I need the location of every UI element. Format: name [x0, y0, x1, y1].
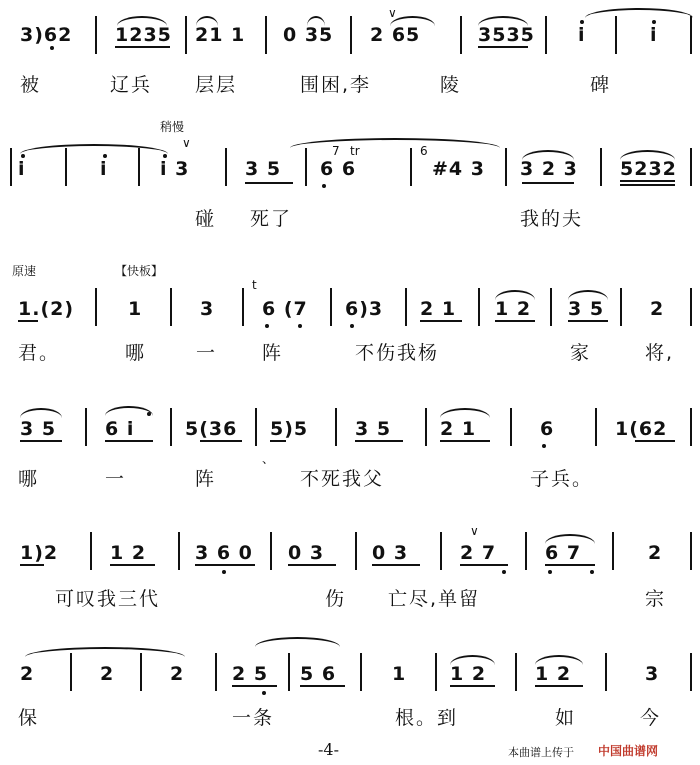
barline — [85, 408, 87, 446]
lyric-text: 陵 — [440, 74, 462, 96]
lyric-text: 可叹我三代 — [55, 588, 161, 610]
note-group: 6 — [540, 418, 555, 440]
beam-line — [245, 182, 293, 184]
beam-line — [200, 440, 242, 442]
barline — [510, 408, 512, 446]
slur — [545, 534, 595, 544]
trill-mark: tr — [350, 144, 360, 158]
beam-line — [635, 440, 675, 442]
note-group: 3 2 3 — [520, 158, 578, 180]
lyric-text: 不伤我杨 — [355, 342, 440, 364]
barline — [690, 653, 692, 691]
beam-line — [478, 46, 528, 48]
lyric-text: 君。 — [18, 342, 61, 364]
note-group: 1235 — [115, 24, 172, 46]
note-group: 2 — [170, 663, 185, 685]
beam-line — [195, 564, 255, 566]
barline — [615, 16, 617, 54]
grace-note: 7 — [332, 144, 340, 158]
note-group: i — [650, 24, 658, 46]
slur — [478, 16, 528, 26]
lyric-text: 亡尽,单留 — [388, 588, 481, 610]
low-octave-dot — [322, 184, 326, 188]
barline — [550, 288, 552, 326]
note-group: 1 2 — [110, 542, 147, 564]
lyric-text: 宗 — [645, 588, 667, 610]
note-group: 3 — [645, 663, 660, 685]
barline — [478, 288, 480, 326]
barline — [690, 532, 692, 570]
low-octave-dot — [590, 570, 594, 574]
note-group: 3)62 — [20, 24, 73, 46]
barline — [690, 148, 692, 186]
lyric-text: 辽兵 — [110, 74, 153, 96]
beam-line — [460, 564, 508, 566]
barline — [170, 408, 172, 446]
barline — [690, 16, 692, 54]
note-group: 1 2 — [495, 298, 532, 320]
grace-note: 6 — [420, 144, 428, 158]
barline — [288, 653, 290, 691]
banban-marking: 【快板】 — [115, 264, 164, 278]
barline — [305, 148, 307, 186]
note-group: 21 1 — [195, 24, 246, 46]
lyric-text: 今 — [640, 707, 662, 729]
note-group: 2 — [650, 298, 665, 320]
note-group: i — [578, 24, 586, 46]
barline — [10, 148, 12, 186]
phrase-slur — [255, 637, 340, 647]
page-number: -4- — [318, 740, 339, 759]
note-group: #4 3 — [432, 158, 485, 180]
note-group: 1 — [128, 298, 143, 320]
barline — [255, 408, 257, 446]
slur — [535, 655, 583, 665]
barline — [425, 408, 427, 446]
barline — [515, 653, 517, 691]
beam-line — [450, 685, 495, 687]
slur — [307, 16, 325, 26]
barline — [170, 288, 172, 326]
barline — [505, 148, 507, 186]
beam-line — [620, 184, 675, 186]
source-text: 本曲谱上传于 — [508, 746, 574, 759]
barline — [620, 288, 622, 326]
beam-line — [522, 182, 574, 184]
slur — [117, 16, 167, 26]
note-group: 0 3 — [288, 542, 325, 564]
barline — [690, 408, 692, 446]
tie — [585, 8, 693, 18]
low-octave-dot — [298, 324, 302, 328]
beam-line — [300, 685, 345, 687]
lyric-text: 如 — [555, 707, 577, 729]
note-group: 1)2 — [20, 542, 59, 564]
barline — [140, 653, 142, 691]
slur — [20, 408, 62, 418]
tie — [20, 144, 168, 154]
note-group: i — [18, 158, 26, 180]
lyric-text: 层层 — [195, 74, 238, 96]
lyric-text: 家 — [570, 342, 592, 364]
note-group: 2 1 — [420, 298, 457, 320]
slur — [196, 16, 218, 26]
beam-line — [355, 440, 403, 442]
lyric-text: 碑 — [590, 74, 612, 96]
note-group: 6 6 — [320, 158, 357, 180]
note-group: 1 — [392, 663, 407, 685]
lyric-text: 不死我父 — [300, 468, 385, 490]
score-row-4 — [0, 370, 700, 495]
beam-line — [232, 685, 277, 687]
tick-mark: 、 — [262, 452, 275, 466]
note-group: 2 65 — [370, 24, 421, 46]
barline — [612, 532, 614, 570]
tempo-marking: 原速 — [12, 264, 37, 278]
barline — [265, 16, 267, 54]
lyric-text: 根。到 — [395, 707, 459, 729]
score-row-5 — [0, 500, 700, 625]
low-octave-dot — [222, 570, 226, 574]
note-group: 0 3 — [372, 542, 409, 564]
beam-line — [620, 180, 675, 182]
note-group: 1.(2) — [18, 298, 75, 320]
low-octave-dot — [265, 324, 269, 328]
note-group: 6 7 — [545, 542, 582, 564]
note-group: 6 (7 — [262, 298, 308, 320]
high-octave-dot — [21, 154, 25, 158]
score-row-2 — [0, 110, 700, 230]
lyric-text: 一 — [105, 468, 127, 490]
beam-line — [535, 685, 583, 687]
beam-line — [495, 320, 535, 322]
note-group: 1 2 — [450, 663, 487, 685]
note-group: i 3 — [160, 158, 190, 180]
barline — [410, 148, 412, 186]
lyric-text: 一条 — [232, 707, 275, 729]
lyric-text: 围困,李 — [300, 74, 372, 96]
lyric-text: 伤 — [325, 588, 347, 610]
note-group: 0 35 — [283, 24, 334, 46]
note-group: 3 — [200, 298, 215, 320]
barline — [270, 532, 272, 570]
note-group: 5)5 — [270, 418, 309, 440]
barline — [225, 148, 227, 186]
barline — [335, 408, 337, 446]
beam-line — [20, 440, 62, 442]
note-group: 3 5 — [355, 418, 392, 440]
score-row-1 — [0, 0, 700, 110]
beam-line — [288, 564, 336, 566]
phrase-slur — [290, 138, 500, 148]
breath-mark: ∨ — [182, 136, 191, 150]
note-group: 3 5 — [245, 158, 282, 180]
barline — [460, 16, 462, 54]
score-row-6 — [0, 625, 700, 730]
lyric-text: 哪 — [18, 468, 40, 490]
lyric-text: 被 — [20, 74, 42, 96]
beam-line — [568, 320, 608, 322]
note-group: 2 — [100, 663, 115, 685]
slur — [522, 150, 574, 160]
barline — [690, 288, 692, 326]
high-octave-dot — [163, 154, 167, 158]
barline — [360, 653, 362, 691]
lyric-text: 将, — [645, 342, 675, 364]
barline — [600, 148, 602, 186]
lyric-text: 阵 — [195, 468, 217, 490]
slur — [568, 290, 608, 300]
barline — [545, 16, 547, 54]
high-octave-dot — [103, 154, 107, 158]
beam-line — [105, 440, 153, 442]
beam-line — [115, 46, 170, 48]
barline — [595, 408, 597, 446]
note-group: 3 6 0 — [195, 542, 253, 564]
barline — [330, 288, 332, 326]
high-octave-dot — [580, 20, 584, 24]
barline — [525, 532, 527, 570]
note-group: i — [100, 158, 108, 180]
beam-line — [110, 564, 155, 566]
barline — [242, 288, 244, 326]
barline — [178, 532, 180, 570]
tie — [25, 647, 185, 657]
lyric-text: 碰 — [195, 208, 217, 230]
beam-line — [420, 320, 462, 322]
barline — [355, 532, 357, 570]
note-group: 5232 — [620, 158, 677, 180]
barline — [350, 16, 352, 54]
note-group: 5 6 — [300, 663, 337, 685]
barline — [435, 653, 437, 691]
lyric-text: 阵 — [262, 342, 284, 364]
site-logo[interactable]: 中国曲谱网 — [598, 744, 659, 758]
barline — [405, 288, 407, 326]
barline — [215, 653, 217, 691]
note-group: 5(36 — [185, 418, 238, 440]
grace-note: t — [252, 278, 257, 292]
note-group: 3 5 — [20, 418, 57, 440]
barline — [70, 653, 72, 691]
barline — [605, 653, 607, 691]
slur — [495, 290, 535, 300]
lyric-text: 死了 — [250, 208, 293, 230]
beam-line — [20, 564, 44, 566]
slur — [105, 406, 153, 416]
note-group: 3 5 — [568, 298, 605, 320]
low-octave-dot — [262, 691, 266, 695]
slur — [440, 408, 490, 418]
beam-line — [440, 440, 490, 442]
low-octave-dot — [548, 570, 552, 574]
barline — [440, 532, 442, 570]
tempo-marking: 稍慢 — [160, 120, 185, 134]
beam-line — [545, 564, 595, 566]
lyric-text: 哪 — [125, 342, 147, 364]
beam-line — [18, 320, 38, 322]
note-group: 1 2 — [535, 663, 572, 685]
note-group: 2 5 — [232, 663, 269, 685]
lyric-text: 保 — [18, 707, 40, 729]
note-group: 2 — [20, 663, 35, 685]
low-octave-dot — [50, 46, 54, 50]
note-group: 2 7 — [460, 542, 497, 564]
breath-mark: ∨ — [470, 524, 479, 538]
barline — [90, 532, 92, 570]
barline — [185, 16, 187, 54]
note-group: 3535 — [478, 24, 535, 46]
note-group: 6)3 — [345, 298, 384, 320]
slur — [620, 150, 675, 160]
beam-line — [372, 564, 420, 566]
slur — [450, 655, 495, 665]
barline — [95, 288, 97, 326]
low-octave-dot — [350, 324, 354, 328]
score-row-3 — [0, 230, 700, 370]
lyric-text: 一 — [196, 342, 218, 364]
high-octave-dot — [652, 20, 656, 24]
beam-line — [270, 440, 286, 442]
low-octave-dot — [502, 570, 506, 574]
lyric-text: 我的夫 — [520, 208, 584, 230]
breath-mark: ∨ — [388, 6, 397, 20]
note-group: 2 1 — [440, 418, 477, 440]
slur — [390, 16, 435, 26]
lyric-text: 子兵。 — [530, 468, 594, 490]
note-group: 2 — [648, 542, 663, 564]
note-group: 6 i — [105, 418, 135, 440]
barline — [95, 16, 97, 54]
note-group: 1(62 — [615, 418, 668, 440]
low-octave-dot — [542, 444, 546, 448]
